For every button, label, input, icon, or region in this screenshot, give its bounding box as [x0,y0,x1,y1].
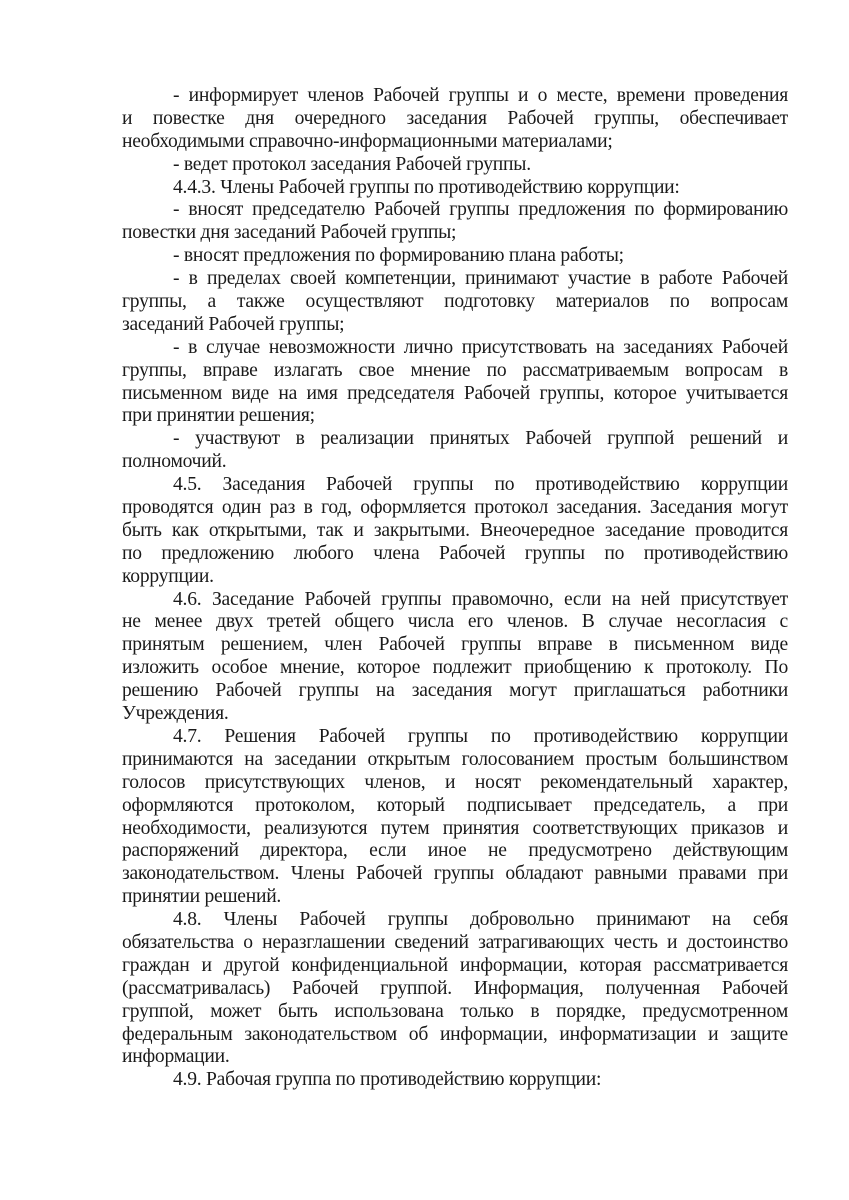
text-line: проводятся один раз в год, оформляется протокол заседания. Заседания могут [122,497,788,519]
paragraph-secretary-informs [122,85,788,154]
text-line: решению Рабочей группы на заседания могут приглашаться работники [122,680,788,702]
text-line: информации. [122,1046,230,1068]
text-line: - вносят председателю Рабочей группы предложения по формированию [173,199,788,221]
text-line: письменном виде на имя председателя Рабочей группы, которое учитывается [122,382,788,404]
text-line: группы, а также осуществляют подготовку материалов по вопросам [122,291,788,313]
clause-4-7 [122,726,788,909]
text-line: изложить особое мнение, которое подлежит приобщению к протоколу. По [122,657,788,679]
clause-4-8 [122,909,788,1069]
text-line: - в случае невозможности лично присутствовать на заседаниях Рабочей [173,336,788,358]
text-line: по предложению любого члена Рабочей группы по противодействию [122,542,788,564]
text-line: граждан и другой конфиденциальной информации, которая рассматривается [122,954,788,976]
text-line: законодательством. Члены Рабочей группы обладают равными правами при [122,863,788,885]
text-line: и повестке дня очередного заседания Рабочей группы, обеспечивает [122,107,788,129]
text-line: заседаний Рабочей группы; [122,313,345,335]
text-line: оформляются протоколом, который подписывает председатель, а при [122,794,788,816]
text-line: полномочий. [122,451,227,473]
text-line: 4.5. Заседания Рабочей группы по противодействию коррупции [173,474,788,496]
text-line: при принятии решения; [122,405,315,427]
text-line: Учреждения. [122,703,229,725]
text-line: принимаются на заседании открытым голосованием простым большинством [122,748,788,770]
text-line: 4.8. Члены Рабочей группы добровольно принимают на себя [173,909,788,931]
text-line: принятии решений. [122,886,282,908]
clause-4-5 [122,474,788,588]
text-line: необходимыми справочно-информационными материалами; [122,130,613,152]
paragraph-secretary-minutes [122,154,788,177]
text-line: 4.6. Заседание Рабочей группы правомочно, если на ней присутствует [173,588,788,610]
text-line: группой, может быть использована только в порядке, предусмотренном [122,1000,788,1022]
text-line: принятым решением, член Рабочей группы вправе в письменном виде [122,634,788,656]
text-line: повестки дня заседаний Рабочей группы; [122,222,457,244]
clause-heading-4-4-3 [122,177,788,200]
text-line: быть как открытыми, так и закрытыми. Внеочередное заседание проводится [122,519,788,541]
text-line: 4.7. Решения Рабочей группы по противодействию коррупции [173,725,788,747]
text-line: распоряжений директора, если иное не предусмотрено действующим [122,840,788,862]
document-body [122,85,788,1092]
text-line: - в пределах своей компетенции, принимают участие в работе Рабочей [173,268,788,290]
text-line: - участвуют в реализации принятых Рабочей группой решений и [173,428,788,450]
clause-4-6 [122,589,788,726]
text-line: коррупции. [122,565,214,587]
text-line: голосов присутствующих членов, и носят рекомендательный характер, [122,771,788,793]
paragraph-members-plan [122,245,788,268]
paragraph-members-absence [122,337,788,429]
text-line: (рассматривалась) Рабочей группой. Информация, полученная Рабочей [122,977,788,999]
text-line: - информирует членов Рабочей группы и о месте, времени проведения [173,85,788,106]
text-line: обязательства о неразглашении сведений затрагивающих честь и достоинство [122,931,788,953]
paragraph-members-implementation [122,428,788,474]
text-line: не менее двух третей общего числа его членов. В случае несогласия с [122,611,788,633]
text-line: - вносят предложения по формированию плана работы; [173,245,624,267]
text-line: группы, вправе излагать свое мнение по рассматриваемым вопросам в [122,359,788,381]
text-line: необходимости, реализуются путем принятия соответствующих приказов и [122,817,788,839]
text-line: - ведет протокол заседания Рабочей группы. [173,153,531,175]
paragraph-members-agenda [122,199,788,245]
text-line: 4.9. Рабочая группа по противодействию коррупции: [173,1069,602,1091]
text-line: 4.4.3. Члены Рабочей группы по противодействию коррупции: [173,176,680,198]
paragraph-members-competence [122,268,788,337]
text-line: федеральным законодательством об информации, информатизации и защите [122,1023,788,1045]
clause-4-9 [122,1069,788,1092]
